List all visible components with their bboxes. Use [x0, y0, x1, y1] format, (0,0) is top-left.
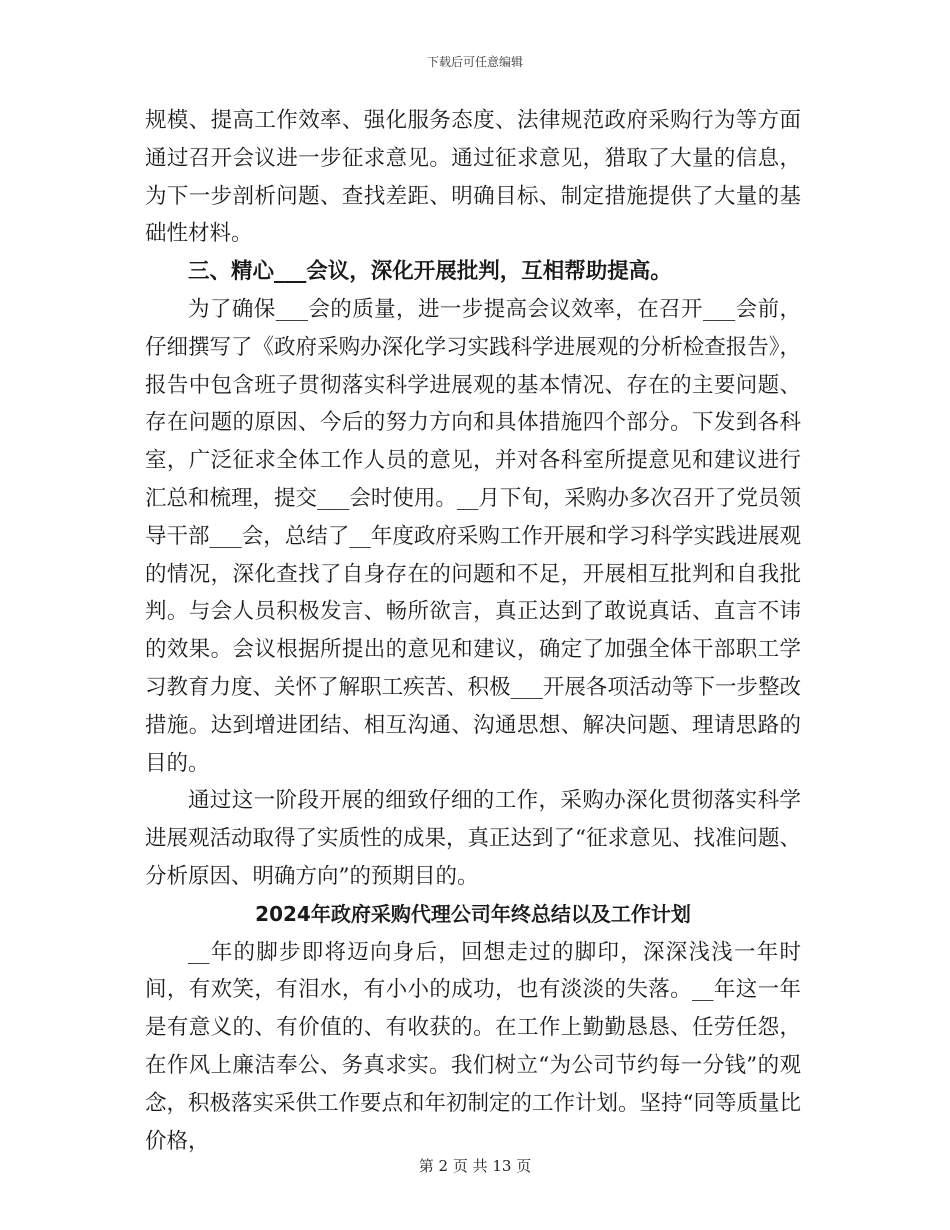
paragraph-2: 为了确保___会的质量，进一步提高会议效率，在召开___会前，仔细撰写了《政府采购办深化学习实践科学进展观的分析检查报告》，报告中包含班子贯彻落实科学进展观的基本情况、存在的主要问题、存在问题的原因、今后的努力方向和具体措施四个部分。下发到各科室，广泛征求全体工作人员的意见，并对各科室所提意见和建议进行汇总和梳理，提交___会时使用。__月下旬，采购办多次召开了党员领导干部___会，总结了__年度政府采购工作开展和学习科学实践进展观的情况，深化查找了自身存在的问题和不足，开展相互批判和自我批判。与会人员积极发言、畅所欲言，真正达到了敢说真话、直言不讳的效果。会议根据所提出的意见和建议，确定了加强全体干部职工学习教育力度、关怀了解职工疾苦、积极___开展各项活动等下一步整改措施。达到增进团结、相互沟通、沟通思想、解决问题、理请思路的目的。	[145, 296, 801, 776]
page-header: 下载后可任意编辑	[426, 55, 523, 69]
document-body	[145, 102, 801, 1160]
page-number: 第 2 页 共 13 页	[418, 1157, 532, 1175]
section-heading-3: 三、精心___会议，深化开展批判，互相帮助提高。	[188, 259, 672, 285]
document-title: 2024年政府采购代理公司年终总结以及工作计划	[255, 901, 691, 926]
paragraph-1: 规模、提高工作效率、强化服务态度、法律规范政府采购行为等方面通过召开会议进一步征求意见。通过征求意见，猎取了大量的信息，为下一步剖析问题、查找差距、明确目标、制定措施提供了大量的基础性材料。	[145, 108, 801, 247]
paragraph-4: __年的脚步即将迈向身后，回想走过的脚印，深深浅浅一年时间，有欢笑，有泪水，有小小的成功，也有淡淡的失落。__年这一年是有意义的、有价值的、有收获的。在工作上勤勤恳恳、任劳任怨，在作风上廉洁奉公、务真求实。我们树立“为公司节约每一分钱”的观念，积极落实采供工作要点和年初制定的工作计划。坚持“同等质量比价格，	[145, 939, 801, 1154]
paragraph-3: 通过这一阶段开展的细致仔细的工作，采购办深化贯彻落实科学进展观活动取得了实质性的成果，真正达到了“征求意见、找准问题、分析原因、明确方向”的预期目的。	[145, 788, 801, 889]
